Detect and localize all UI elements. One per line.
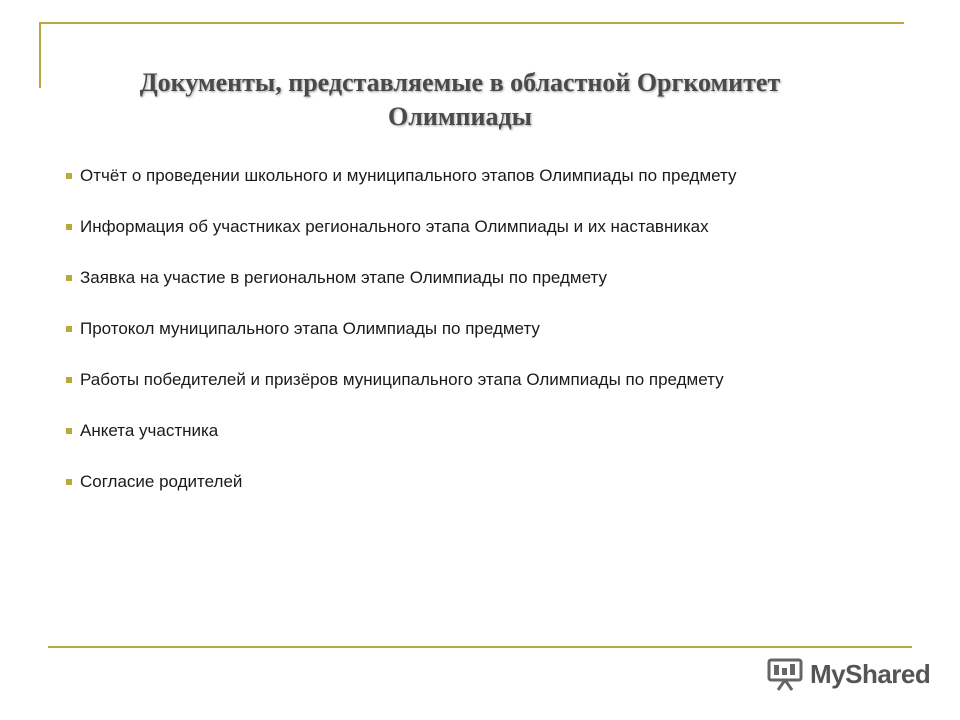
bullet-icon [66,428,72,434]
bullet-icon [66,224,72,230]
list-item-text: Информация об участниках регионального этапа Олимпиады и их наставниках [80,216,709,236]
top-rule [39,22,904,24]
slide-title-line-2: Олимпиады [388,102,532,131]
list-item-text: Согласие родителей [80,471,243,491]
left-rule [39,22,41,88]
bullet-icon [66,377,72,383]
list-item [66,405,737,456]
bullet-icon [66,326,72,332]
bullet-icon [66,173,72,179]
slide-title [60,66,860,134]
bullet-icon [66,479,72,485]
myshared-logo [766,656,930,692]
list-item [66,303,737,354]
bottom-rule [48,646,912,648]
list-item-text: Работы победителей и призёров муниципального этапа Олимпиады по предмету [80,369,724,389]
document-list [66,150,737,507]
presentation-icon [766,656,804,692]
list-item [66,201,737,252]
list-item [66,354,737,405]
list-item-text: Анкета участника [80,420,219,440]
list-item-text: Протокол муниципального этапа Олимпиады по предмету [80,318,540,338]
watermark-text: MyShared [810,658,931,689]
list-item [66,150,737,201]
list-item [66,456,737,507]
list-item-text: Отчёт о проведении школьного и муниципального этапов Олимпиады по предмету [80,165,737,185]
slide-title-line-1: Документы, представляемые в областной Оргкомитет [139,68,781,97]
list-item [66,252,737,303]
bullet-icon [66,275,72,281]
list-item-text: Заявка на участие в региональном этапе Олимпиады по предмету [80,267,607,287]
